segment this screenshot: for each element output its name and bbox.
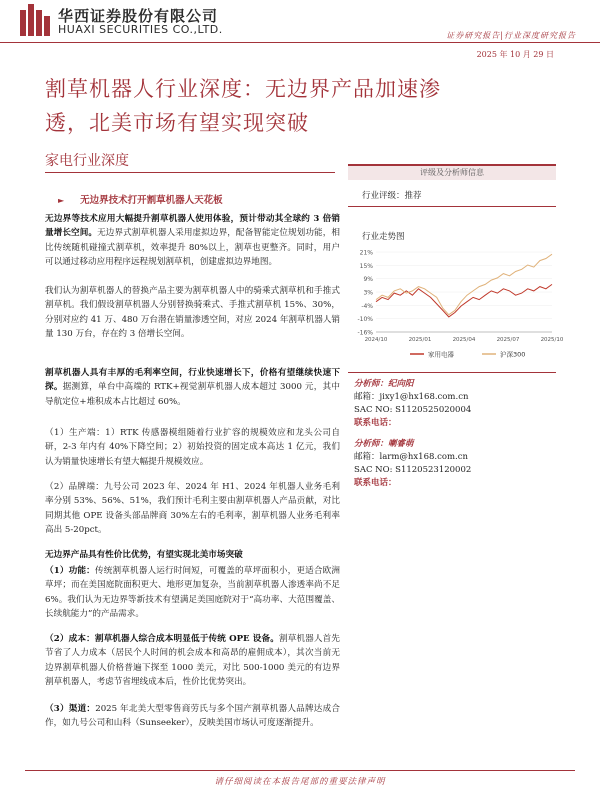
paragraph-7-bold: （1）功能： — [45, 566, 95, 576]
x-tick-label: 2025/07 — [496, 337, 520, 343]
analyst-2 — [354, 438, 471, 490]
legal-notice-footer: 请仔细阅读在本报告尾部的重要法律声明 — [214, 777, 386, 787]
company-name-en: HUAXI SECURITIES CO.,LTD. — [58, 23, 223, 36]
company-name-cn: 华西证券股份有限公司 — [58, 7, 219, 25]
analyst-1-label: 分析师： — [354, 379, 389, 389]
legend-label-1: 家用电器 — [428, 350, 454, 359]
rating-box-header: 评级及分析师信息 — [348, 164, 556, 180]
x-tick-label: 2024/10 — [364, 337, 388, 343]
series-line-2 — [376, 254, 552, 315]
industry-rating — [362, 189, 422, 201]
y-tick-label: -10% — [357, 316, 373, 324]
rating-label: 行业评级： — [362, 191, 405, 201]
sector-divider — [45, 172, 335, 173]
paragraph-function — [45, 564, 340, 621]
paragraph-9-bold: （3）渠道： — [45, 704, 96, 714]
report-title-line2: 透，北美市场有望实现突破 — [45, 111, 309, 135]
analyst-1-contact: 联系电话： — [354, 418, 397, 428]
x-tick-label: 2025/04 — [452, 337, 476, 343]
y-tick-label: 9% — [363, 276, 373, 284]
report-type-tag: 证券研究报告|行业深度研究报告 — [446, 31, 576, 40]
paragraph-1-text: 无边界式割草机器人采用虚拟边界，配备智能定位规划功能，相比传统随机碰撞式割草机，效率提升 80%以上，割草也更整齐。同时，用户可以通过移动应用程序远程规划割草机，创建虚拟边界地图。 — [45, 228, 340, 267]
paragraph-1 — [45, 212, 340, 269]
lead-heading-text: 无边界技术打开割草机器人天花板 — [80, 195, 223, 206]
header-divider — [0, 42, 600, 43]
trend-chart-label: 行业走势图 — [362, 232, 405, 242]
y-tick-label: 21% — [359, 249, 373, 257]
paragraph-8-bold: （2）成本：割草机器人综合成本明显低于传统 OPE 设备。 — [45, 634, 279, 644]
analyst-1-sac: SAC NO: S1120525020004 — [354, 405, 472, 415]
paragraph-cost — [45, 632, 340, 689]
sector-label: 家电行业深度 — [45, 153, 129, 169]
analyst-1-name: 纪向阳 — [388, 379, 414, 389]
rating-value: 推荐 — [404, 191, 422, 201]
paragraph-4-text: （1）生产端：1）RTK 传感器模组随着行业扩容的规模效应和龙头公司自研，2-3 年内有 40%下降空间；2）初始投资的固定成本高达 1 亿元，我们认为销量快速增长有望大幅提升规模效应。 — [45, 428, 340, 467]
report-title — [45, 72, 565, 140]
report-date: 2025 年 10 月 29 日 — [476, 50, 554, 59]
x-tick-label: 2025/01 — [408, 337, 432, 343]
y-tick-label: -4% — [361, 302, 373, 310]
report-title-line1: 割草机器人行业深度：无边界产品加速渗 — [45, 77, 441, 101]
huaxi-logo-icon — [20, 4, 50, 36]
paragraph-4 — [45, 426, 340, 469]
section-heading-north-america — [45, 548, 340, 562]
y-tick-label: 3% — [363, 289, 373, 297]
analyst-2-name: 喇睿萌 — [388, 439, 414, 449]
paragraph-7-text: 传统割草机器人运行时间短，可覆盖的草坪面积小，更适合欧洲草坪；而在美国庭院面积更大、地形更加复杂，当前割草机器人渗透率尚不足 6%。我们认为无边界等新技术有望满足美国庭院对于“高功率、大范围覆盖、长续航能力”的产品需求。 — [45, 566, 340, 619]
x-tick-label: 2025/10 — [540, 337, 564, 343]
analyst-2-sac: SAC NO: S1120523120002 — [354, 465, 472, 475]
paragraph-8-text: 割草机器人首先节省了人力成本（居民个人时间的机会成本和高昂的雇佣成本），其次当前无边界割草机器人价格普遍下探至 1000 美元，对比 500-1000 美元的有边界割草机器人，考虑节省埋线成本后，性价比优势突出。 — [45, 634, 340, 687]
legend-label-2: 沪深300 — [500, 350, 526, 359]
paragraph-3-bold: 割草机器人具有丰厚的毛利率空间，行业快速增长下，价格有望继续快速下探。 — [45, 368, 340, 393]
analyst-1-email[interactable]: 邮箱：jixy1@hx168.com.cn — [354, 392, 469, 402]
analyst-2-label: 分析师： — [354, 439, 389, 449]
paragraph-3-text: 据测算，单台中高端的 RTK+视觉割草机器人成本超过 3000 元，其中导航定位+堆积成本占比超过 60%。 — [45, 382, 340, 407]
y-tick-label: -16% — [357, 329, 373, 337]
paragraph-channel — [45, 702, 340, 731]
chart-divider — [348, 372, 556, 373]
triangle-bullet-icon: ► — [58, 195, 65, 205]
paragraph-6-bold: 无边界产品具有性价比优势，有望实现北美市场突破 — [45, 550, 243, 560]
y-tick-label: 15% — [359, 262, 373, 270]
paragraph-2-text: 我们认为割草机器人的替换产品主要为割草机器人中的骑乘式割草机和手推式割草机。我们假设割草机器人分别替换骑乘式、手推式割草机 15%、30%，分别对应约 41 万、480 万台潜在销量渗透空间，对应 2024 年割草机器人销量 130 万台，存在约 3 倍增长空间。 — [45, 286, 340, 339]
paragraph-5-text: （2）品牌端：九号公司 2023 年、2024 年 H1、2024 年机器人业务毛利率分别 53%、56%、51%，我们预计毛利主要由割草机器人产品贡献，对比同期其他 OPE 设备头部品牌商 30%左右的毛利率，割草机器人业务毛利率高出 5-20pct。 — [45, 482, 340, 535]
industry-trend-chart — [348, 246, 564, 366]
analyst-2-contact: 联系电话： — [354, 478, 397, 488]
paragraph-9-text: 2025 年北美大型零售商劳氏与多个国产割草机器人品牌达成合作，如九号公司和山科（Sunseeker），反映美国市场认可度逐渐提升。 — [45, 704, 340, 729]
series-line-1 — [376, 284, 552, 317]
paragraph-3 — [45, 366, 340, 409]
paragraph-2 — [45, 284, 340, 341]
paragraph-1-bold: 无边界等技术应用大幅提升割草机器人使用体验，预计带动其全球约 3 倍销量增长空间。 — [45, 214, 340, 239]
paragraph-5 — [45, 480, 340, 537]
lead-heading — [58, 192, 223, 206]
footer-divider — [25, 770, 575, 771]
rating-divider — [348, 206, 556, 207]
analyst-2-email[interactable]: 邮箱：larm@hx168.com.cn — [354, 452, 468, 462]
analyst-1 — [354, 378, 471, 430]
